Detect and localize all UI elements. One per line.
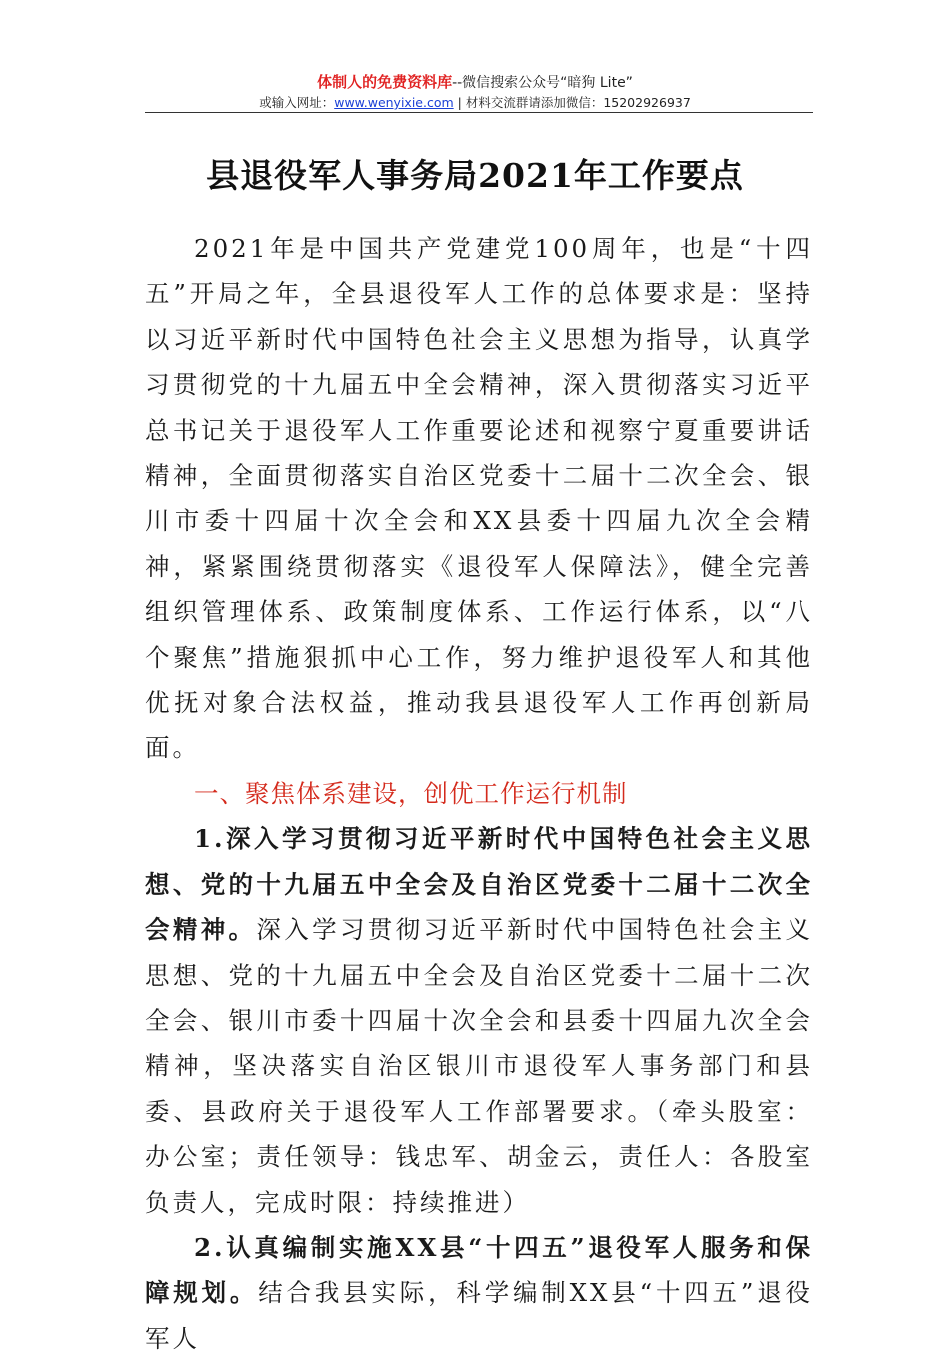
header-promo-line	[0, 71, 950, 92]
url-prefix: 或输入网址：	[259, 95, 335, 110]
document-body	[145, 226, 813, 1361]
header-tagline: --微信搜索公众号“暗狗 Lite”	[452, 75, 633, 91]
intro-paragraph: 2021年是中国共产党建党100周年，也是“十四五”开局之年，全县退役军人工作的总体要求是：坚持以习近平新时代中国特色社会主义思想为指导，认真学习贯彻党的十九届五中全会精神，深入贯彻落实习近平总书记关于退役军人工作重要论述和视察宁夏重要讲话精神，全面贯彻落实自治区党委十二届十二次全会、银川市委十四届十次全会和XX县委十四届九次全会精神，紧紧围绕贯彻落实《退役军人保障法》，健全完善组织管理体系、政策制度体系、工作运行体系，以“八个聚焦”措施狠抓中心工作，努力维护退役军人和其他优抚对象合法权益，推动我县退役军人工作再创新局面。	[145, 234, 813, 763]
brand-name: 体制人的免费资料库	[317, 73, 453, 91]
item-1-heading: 1.深入学习贯彻习近平新时代中国特色社会主义思想、党的十九届五中全会及自治区党委十二届十二次全会精神。	[145, 824, 813, 945]
item-2-paragraph	[145, 1225, 813, 1361]
contact-info: | 材料交流群请添加微信：15202926937	[453, 95, 691, 110]
item-1-paragraph	[145, 816, 813, 1225]
section-heading: 一、聚焦体系建设，创优工作运行机制	[194, 778, 628, 808]
header-contact-line	[0, 93, 950, 111]
item-1-body: 深入学习贯彻习近平新时代中国特色社会主义思想、党的十九届五中全会及自治区党委十二届十二次全会、银川市委十四届十次全会和县委十四届九次全会精神，坚决落实自治区银川市退役军人事务部门和县委、县政府关于退役军人工作部署要求。（牵头股室：办公室；责任领导：钱忠军、胡金云，责任人：各股室负责人，完成时限：持续推进）	[145, 915, 814, 1217]
item-2-body: 结合我县实际，科学编制XX县“十四五”退役军人	[145, 1278, 814, 1353]
document-title: 县退役军人事务局2021年工作要点	[206, 156, 744, 195]
item-2-heading: 2.认真编制实施XX县“十四五”退役军人服务和保障规划。	[145, 1232, 813, 1308]
header-divider	[145, 112, 813, 113]
website-link[interactable]: www.wenyixie.com	[334, 95, 454, 110]
